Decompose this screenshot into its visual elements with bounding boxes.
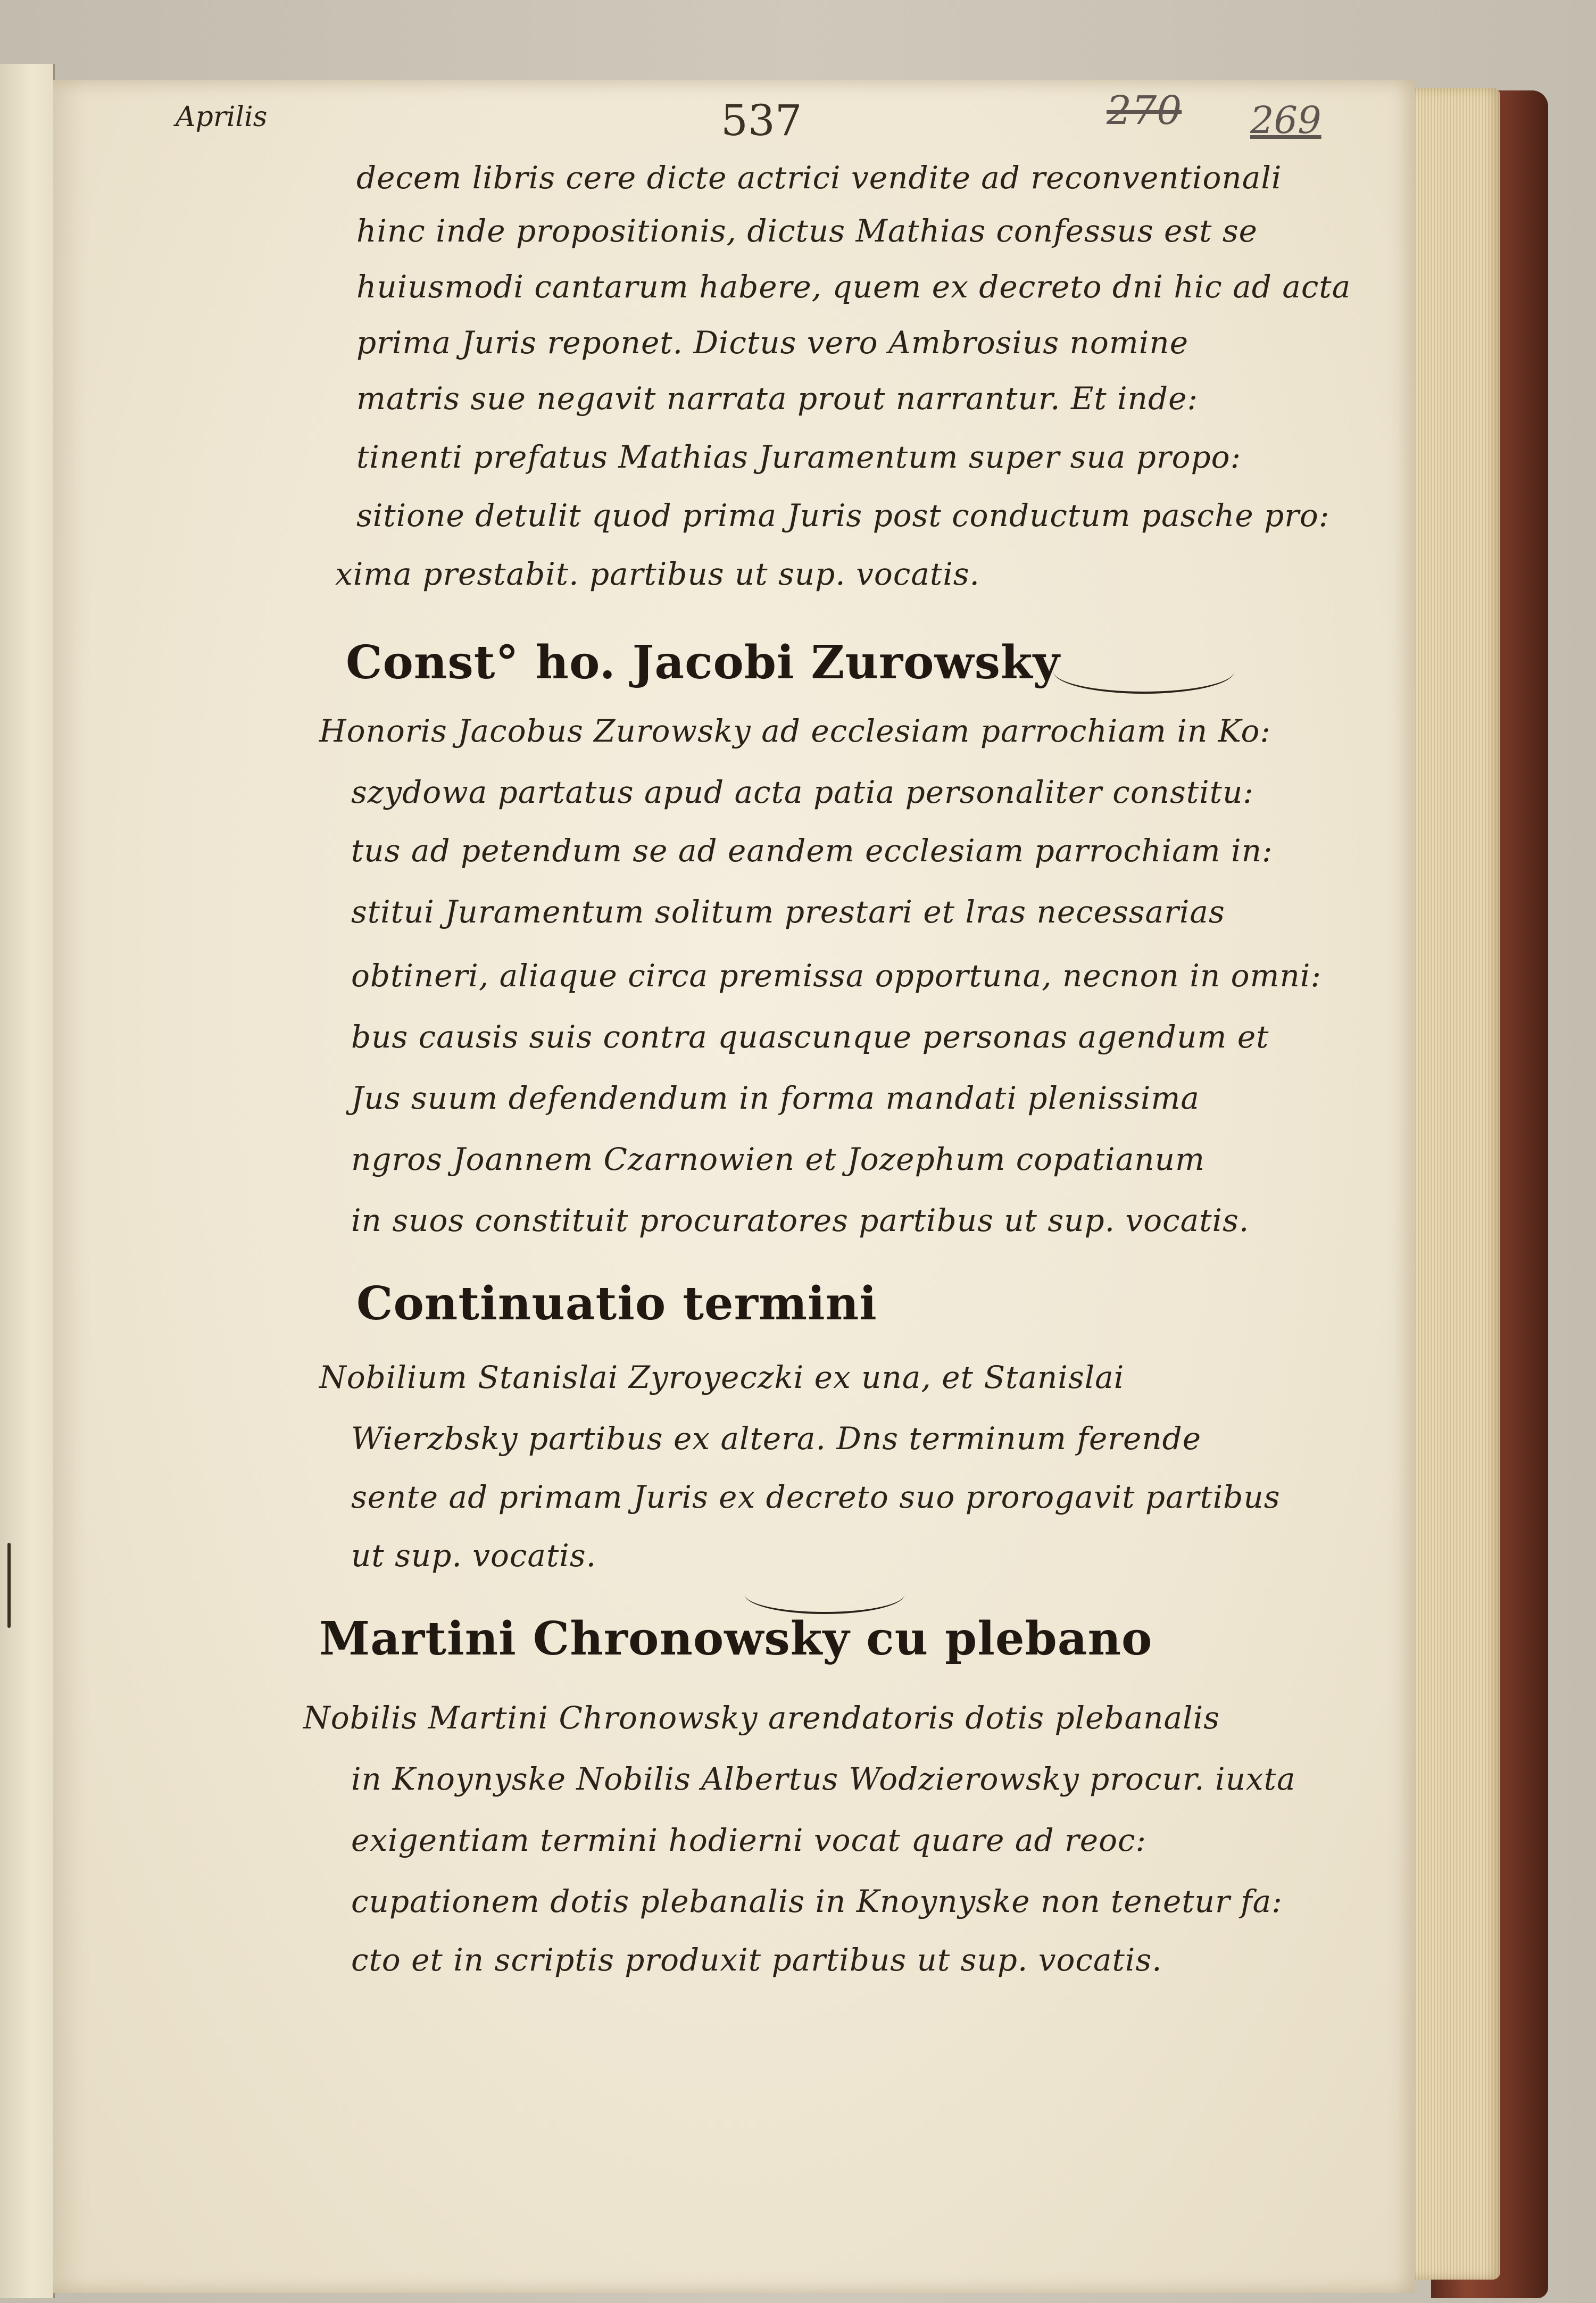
entry-heading: Martini Chronowsky cu plebano (319, 1612, 1153, 1666)
text-line: Honoris Jacobus Zurowsky ad ecclesiam parrochiam in Ko: (319, 713, 1271, 749)
text-line: xima prestabit. partibus ut sup. vocatis. (335, 556, 980, 592)
text-line: szydowa partatus apud acta patia personaliter constitu: (351, 774, 1254, 810)
text-line: huiusmodi cantarum habere, quem ex decreto dni hic ad acta (356, 269, 1351, 305)
text-line: Nobilis Martini Chronowsky arendatoris dotis plebanalis (303, 1700, 1220, 1736)
text-line: tus ad petendum se ad eandem ecclesiam parrochiam in: (351, 833, 1273, 869)
text-line: decem libris cere dicte actrici vendite ad reconventionali (356, 160, 1282, 196)
page-number: 537 (721, 96, 802, 145)
text-line: cupationem dotis plebanalis in Knoynyske non tenetur fa: (351, 1883, 1283, 1919)
text-line: exigentiam termini hodierni vocat quare ad reoc: (351, 1822, 1147, 1858)
text-line: in suos constituit procuratores partibus ut sup. vocatis. (351, 1202, 1250, 1238)
text-line: Nobilium Stanislai Zyroyeczki ex una, et Stanislai (319, 1359, 1125, 1395)
text-line: cto et in scriptis produxit partibus ut sup. vocatis. (351, 1942, 1162, 1978)
left-facing-page-edge (0, 64, 55, 2298)
flourish (1053, 649, 1234, 694)
text-line: ngros Joannem Czarnowien et Jozephum copatianum (351, 1141, 1206, 1177)
text-line: tinenti prefatus Mathias Juramentum super sua propo: (356, 439, 1242, 475)
text-line: bus causis suis contra quascunque personas agendum et (351, 1019, 1269, 1055)
folio-number-crossed: 270 (1107, 88, 1182, 134)
entry-heading: Const° ho. Jacobi Zurowsky (346, 636, 1060, 689)
folio-number: 269 (1250, 98, 1321, 142)
text-line: prima Juris reponet. Dictus vero Ambrosius nomine (356, 325, 1189, 361)
text-line: Jus suum defendendum in forma mandati plenissima (351, 1080, 1200, 1116)
text-line: obtineri, aliaque circa premissa opportuna, necnon in omni: (351, 958, 1321, 994)
text-line: matris sue negavit narrata prout narrantur. Et inde: (356, 380, 1199, 417)
flourish (745, 1575, 904, 1614)
text-line: sitione detulit quod prima Juris post conductum pasche pro: (356, 497, 1330, 534)
text-line: in Knoynyske Nobilis Albertus Wodzierowsky procur. iuxta (351, 1761, 1296, 1797)
text-line: stitui Juramentum solitum prestari et lras necessarias (351, 894, 1225, 930)
entry-heading: Continuatio termini (356, 1277, 877, 1331)
text-line: hinc inde propositionis, dictus Mathias confessus est se (356, 213, 1258, 249)
text-line: sente ad primam Juris ex decreto suo prorogavit partibus (351, 1479, 1281, 1515)
margin-month-note: Aprilis (176, 101, 268, 133)
text-line: Wierzbsky partibus ex altera. Dns terminum ferende (351, 1420, 1202, 1457)
text-line: ut sup. vocatis. (351, 1537, 597, 1574)
ink-mark (7, 1543, 11, 1628)
